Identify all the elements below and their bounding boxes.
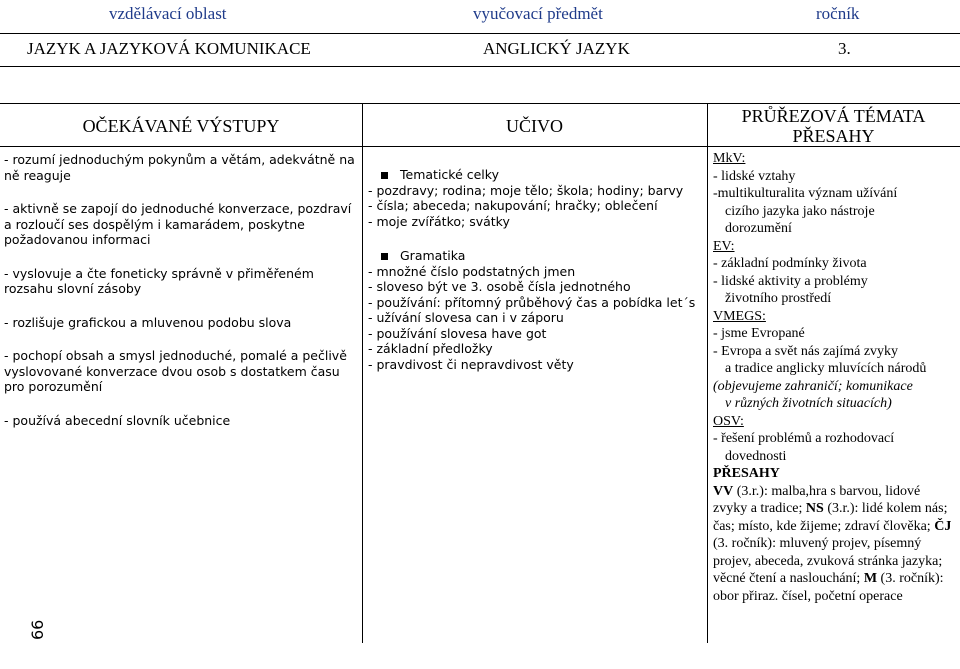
ucivo-line: - používání slovesa have got (368, 325, 547, 341)
vystupy-list (4, 152, 356, 428)
ucivo-line: - pravdivost či nepravdivost věty (368, 356, 574, 372)
ev-line: - základní podmínky života (713, 256, 867, 271)
presahy-text: VV (3.r.): malba,hra s barvou, lidové zvyky a tradice; NS (3.r.): lidé kolem nás; čas; místo, kde žijeme; zdraví člověka; ČJ (3. ročník): mluvený projev, písemný projev, abeceda, zvuková stránka jazyka; věcné čtení a naslouchání; M (3. ročník): obor přiraz. čísel, početní operace (713, 483, 952, 604)
vystup-item: - aktivně se zapojí do jednoduché konverzace, pozdraví a rozloučí ses dospělým i kamarádem, poskytne požadovanou informaci (4, 201, 352, 247)
column-title-vystupy: OČEKÁVANÉ VÝSTUPY (82, 116, 280, 136)
ucivo-heading-tematicke: Tematické celky (368, 167, 704, 183)
mkv-line: -multikulturalita význam užívání (713, 186, 898, 201)
vystup-item: - vyslovuje a čte foneticky správně v přiměřeném rozsahu slovní zásoby (4, 265, 314, 296)
ucivo-line: - sloveso být ve 3. osobě čísla jednotného (368, 279, 631, 294)
header-row-labels (0, 0, 960, 28)
vmegs-line: - Evropa a svět nás zajímá zvyky (713, 343, 899, 359)
temata-content (713, 150, 956, 605)
vmegs-line: - jsme Evropané (713, 326, 805, 341)
ucivo-line: - základní předložky (368, 341, 493, 356)
presahy-label: PŘESAHY (713, 466, 780, 481)
mkv-line: cizího jazyka jako nástroje (725, 203, 875, 219)
ucivo-content (368, 167, 704, 372)
vystup-item: - pochopí obsah a smysl jednoduché, pomalé a pečlivě vyslovované konverzace dvou osob s dostatkem času pro porozumění (4, 348, 347, 394)
label-predmet: vyučovací předmět (473, 4, 603, 23)
vystup-item: - rozumí jednoduchým pokynům a větám, adekvátně na ně reaguje (4, 152, 355, 183)
ev-label: EV: (713, 238, 735, 254)
ev-line: - lidské aktivity a problémy (713, 273, 868, 289)
osv-label: OSV: (713, 413, 744, 429)
ucivo-line: - používání: přítomný průběhový čas a pobídka let´s (368, 294, 696, 310)
value-predmet: ANGLICKÝ JAZYK (483, 39, 630, 58)
label-rocnik: ročník (816, 4, 860, 23)
ucivo-heading-gramatika: Gramatika (368, 248, 704, 264)
vystup-item: - používá abecední slovník učebnice (4, 412, 231, 428)
mkv-label: MkV: (713, 151, 746, 166)
column-title-temata (707, 106, 960, 146)
value-rocnik: 3. (838, 39, 851, 58)
ucivo-line: - pozdravy; rodina; moje tělo; škola; hodiny; barvy (368, 182, 684, 198)
ucivo-line: - množné číslo podstatných jmen (368, 263, 576, 279)
ucivo-line: - užívání slovesa can i v záporu (368, 310, 564, 325)
vmegs-line: a tradice anglicky mluvících národů (725, 361, 927, 376)
vmegs-label: VMEGS: (713, 308, 766, 324)
value-oblast: JAZYK A JAZYKOVÁ KOMUNIKACE (27, 39, 311, 58)
mkv-line: dorozumění (725, 221, 792, 236)
ucivo-line: - moje zvířátko; svátky (368, 213, 510, 229)
bullet-square-icon (381, 172, 388, 179)
page-number: 66 (28, 619, 47, 640)
temata-title-line2: PŘESAHY (792, 126, 875, 146)
vystup-item: - rozlišuje grafickou a mluvenou podobu slova (4, 314, 292, 330)
osv-line: dovednosti (725, 448, 787, 464)
vmegs-italic-line: v různých životních situacích) (725, 396, 892, 411)
column-title-ucivo: UČIVO (506, 116, 563, 136)
label-oblast: vzdělávací oblast (109, 4, 227, 23)
bullet-square-icon (381, 253, 388, 260)
header-row-values (0, 34, 960, 62)
vmegs-italic-line: (objevujeme zahraničí; komunikace (713, 378, 913, 394)
mkv-line: - lidské vztahy (713, 168, 796, 184)
osv-line: - řešení problémů a rozhodovací (713, 431, 895, 446)
ucivo-line: - čísla; abeceda; nakupování; hračky; oblečení (368, 198, 658, 213)
ev-line: životního prostředí (725, 291, 832, 306)
temata-title-line1: PRŮŘEZOVÁ TÉMATA (741, 106, 926, 126)
